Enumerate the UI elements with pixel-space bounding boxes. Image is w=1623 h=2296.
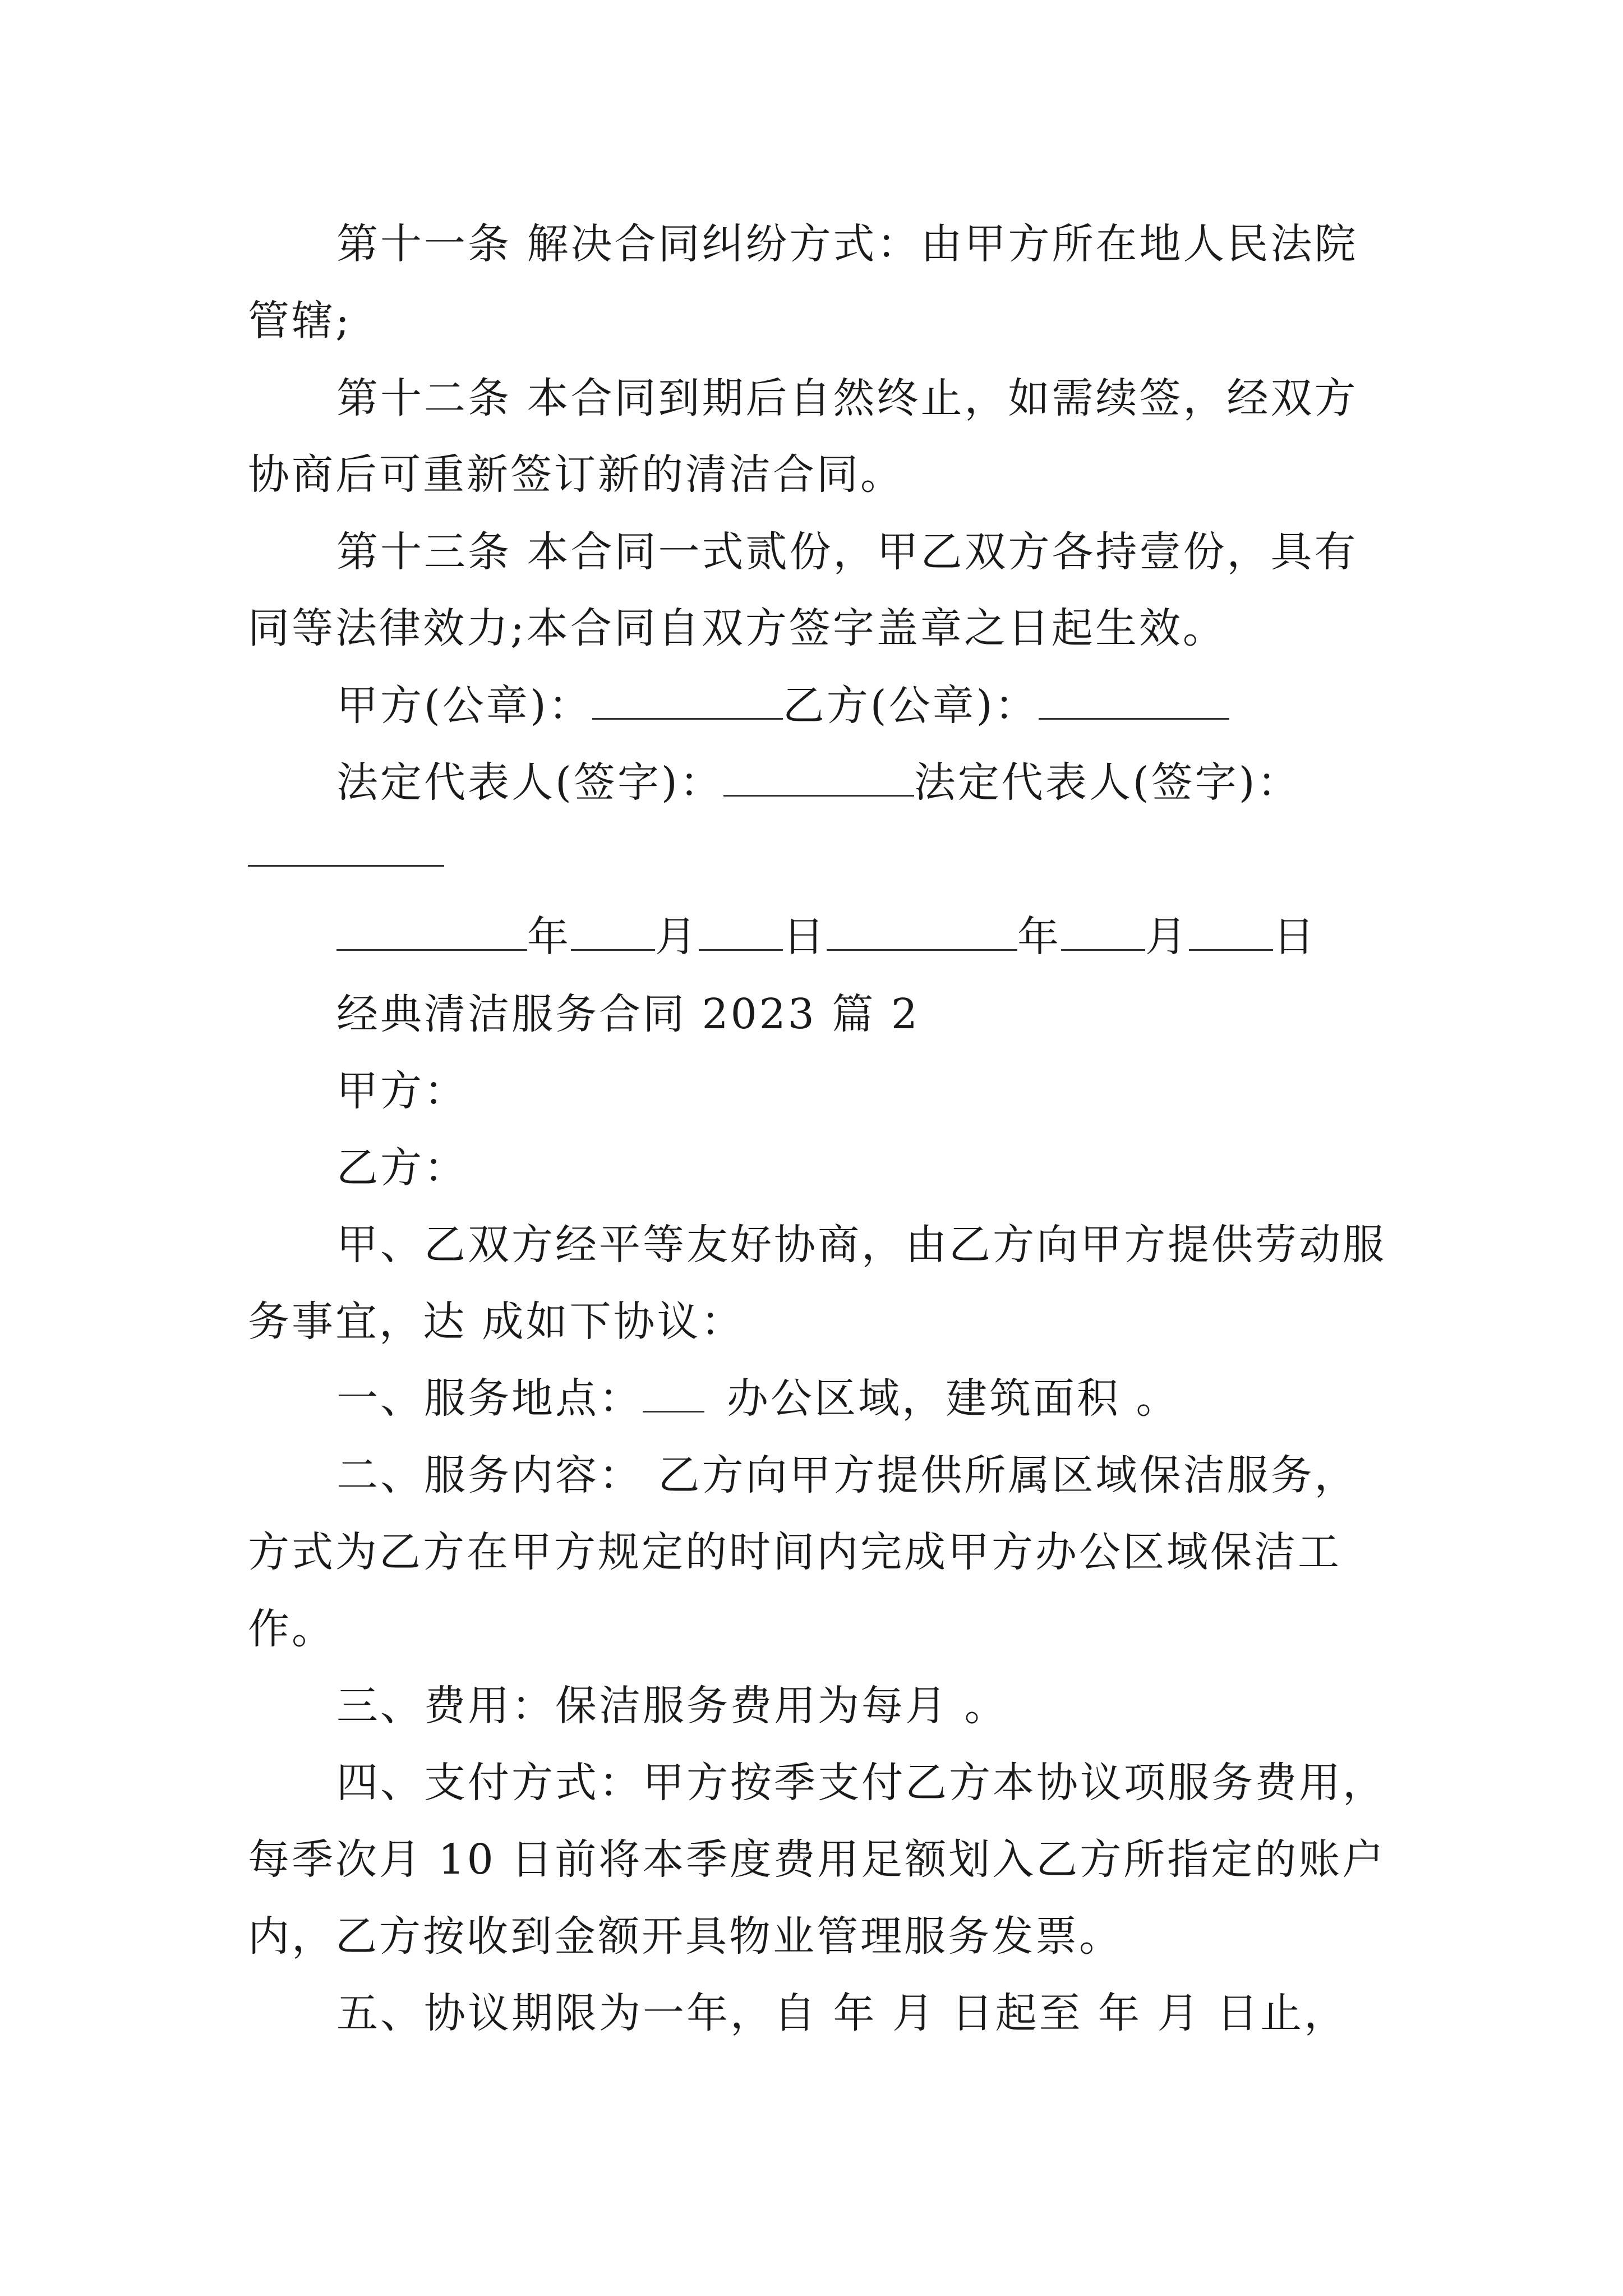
intro-line-1: 甲、乙双方经平等友好协商，由乙方向甲方提供劳动服 xyxy=(336,1221,1386,1269)
party-a-seal-blank[interactable] xyxy=(592,683,783,720)
party-b-line: 乙方： xyxy=(336,1144,468,1192)
date-b-year: 年 xyxy=(1017,913,1061,961)
rep-b-blank-line xyxy=(248,825,444,881)
date-b-year-blank[interactable] xyxy=(827,914,1017,951)
section-2-title: 经典清洁服务合同 2023 篇 2 xyxy=(336,990,920,1038)
item-2-line-2: 方式为乙方在甲方规定的时间内完成甲方办公区域保洁工 xyxy=(248,1528,1341,1576)
article-11-line-2: 管辖; xyxy=(248,297,352,345)
item-1-blank[interactable] xyxy=(643,1376,704,1412)
party-b-seal-blank[interactable] xyxy=(1039,683,1229,720)
article-11-line-1: 第十一条 解决合同纠纷方式：由甲方所在地人民法院 xyxy=(336,220,1358,268)
date-a-day: 日 xyxy=(783,913,827,961)
representative-line xyxy=(336,754,1301,811)
article-12-line-1: 第十二条 本合同到期后自然终止，如需续签，经双方 xyxy=(336,374,1358,422)
item-1-line xyxy=(336,1370,1180,1427)
rep-b-label: 法定代表人(签字)： xyxy=(914,758,1301,807)
item-1-text: 办公区域，建筑面积 。 xyxy=(727,1374,1180,1423)
item-3-line: 三、费用：保洁服务费用为每月 。 xyxy=(336,1682,1008,1730)
item-4-line-3: 内，乙方按收到金额开具物业管理服务发票。 xyxy=(248,1912,1123,1961)
article-13-line-2: 同等法律效力;本合同自双方签字盖章之日起生效。 xyxy=(248,604,1227,652)
date-b-month: 月 xyxy=(1145,913,1189,961)
item-5-line-1: 五、协议期限为一年，自 年 月 日起至 年 月 日止， xyxy=(336,1989,1348,2037)
date-a-month: 月 xyxy=(655,913,699,961)
rep-b-blank[interactable] xyxy=(248,830,444,867)
rep-a-blank[interactable] xyxy=(723,760,914,797)
rep-a-label: 法定代表人(签字)： xyxy=(336,758,723,807)
date-line xyxy=(336,909,1317,965)
item-4-line-2: 每季次月 10 日前将本季度费用足额划入乙方所指定的账户 xyxy=(248,1835,1386,1884)
date-a-month-blank[interactable] xyxy=(571,914,655,951)
date-a-year: 年 xyxy=(527,913,571,961)
date-a-day-blank[interactable] xyxy=(699,914,783,951)
party-a-seal-label: 甲方(公章)： xyxy=(336,682,592,730)
item-2-line-1: 二、服务内容： 乙方向甲方提供所属区域保洁服务， xyxy=(336,1451,1358,1499)
item-4-line-1: 四、支付方式：甲方按季支付乙方本协议项服务费用， xyxy=(336,1759,1386,1807)
item-1-label: 一、服务地点： xyxy=(336,1374,643,1423)
article-13-line-1: 第十三条 本合同一式贰份，甲乙双方各持壹份，具有 xyxy=(336,528,1358,576)
party-a-line: 甲方： xyxy=(336,1067,468,1115)
item-2-line-3: 作。 xyxy=(248,1605,335,1653)
seal-line xyxy=(336,678,1229,734)
date-b-month-blank[interactable] xyxy=(1061,914,1145,951)
article-12-line-2: 协商后可重新签订新的清洁合同。 xyxy=(248,450,904,499)
date-b-day-blank[interactable] xyxy=(1189,914,1273,951)
intro-line-2: 务事宜，达 成如下协议： xyxy=(248,1297,745,1346)
party-b-seal-label: 乙方(公章)： xyxy=(782,682,1039,730)
date-b-day: 日 xyxy=(1273,913,1317,961)
date-a-year-blank[interactable] xyxy=(336,914,527,951)
